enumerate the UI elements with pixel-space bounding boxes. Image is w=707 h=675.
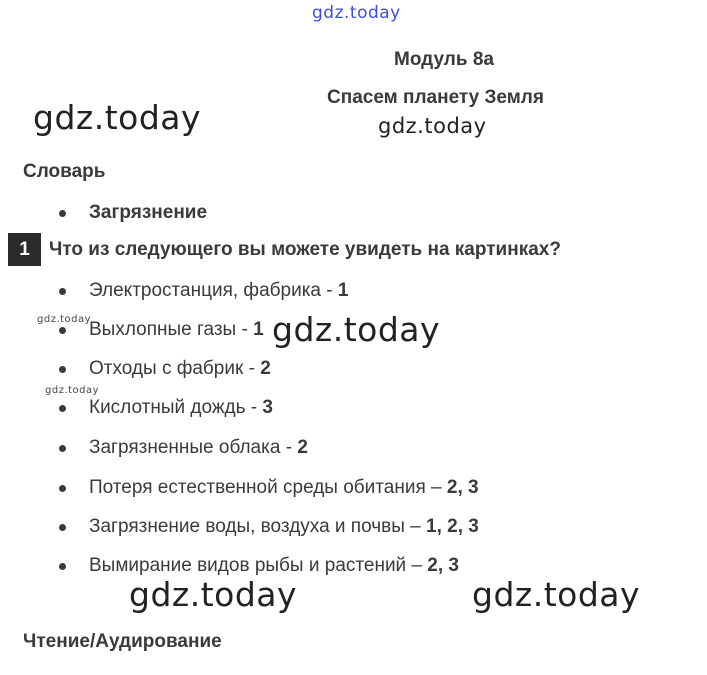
item-answer: 3 bbox=[262, 397, 273, 418]
list-item bbox=[89, 437, 308, 459]
list-item bbox=[89, 555, 459, 577]
module-title: Модуль 8а bbox=[394, 49, 494, 70]
bullet-icon bbox=[59, 445, 66, 452]
watermark: gdz.today bbox=[272, 310, 441, 349]
item-answer: 2 bbox=[260, 358, 271, 379]
item-text: Электростанция, фабрика - bbox=[89, 280, 338, 301]
reading-heading: Чтение/Аудирование bbox=[23, 631, 222, 652]
item-answer: 1 bbox=[337, 280, 349, 301]
watermark-small: gdz.today bbox=[37, 314, 92, 325]
list-item bbox=[89, 477, 479, 499]
item-text: Загрязненные облака - bbox=[89, 437, 298, 458]
item-answer: 2, 3 bbox=[446, 477, 479, 498]
bullet-icon bbox=[59, 563, 66, 570]
list-item bbox=[89, 397, 273, 419]
page-title: Спасем планету Земля bbox=[327, 87, 544, 108]
bullet-icon bbox=[59, 288, 66, 295]
item-text: Загрязнение воды, воздуха и почвы – bbox=[89, 516, 427, 537]
vocabulary-heading: Словарь bbox=[23, 161, 106, 182]
bullet-icon bbox=[59, 524, 66, 531]
list-item bbox=[89, 358, 271, 380]
watermark: gdz.today bbox=[33, 98, 202, 137]
item-text: Вымирание видов рыбы и растений – bbox=[89, 555, 428, 576]
bullet-icon bbox=[59, 405, 66, 412]
task-number: 1 bbox=[19, 238, 30, 260]
watermark: gdz.today bbox=[378, 114, 487, 138]
watermark-top: gdz.today bbox=[312, 3, 401, 23]
item-text: Кислотный дождь - bbox=[89, 397, 263, 418]
item-answer: 1 bbox=[253, 319, 264, 340]
bullet-icon bbox=[59, 327, 66, 334]
list-item bbox=[89, 516, 479, 538]
item-text: Выхлопные газы - bbox=[89, 319, 254, 340]
item-answer: 2, 3 bbox=[427, 555, 459, 576]
watermark: gdz.today bbox=[472, 575, 641, 614]
vocabulary-item: Загрязнение bbox=[89, 202, 208, 223]
bullet-icon bbox=[59, 366, 66, 373]
item-answer: 2 bbox=[297, 437, 308, 458]
bullet-icon bbox=[59, 485, 66, 492]
bullet-icon bbox=[59, 210, 66, 217]
item-text: Отходы с фабрик - bbox=[89, 358, 261, 379]
list-item bbox=[89, 319, 264, 341]
list-item bbox=[89, 280, 348, 302]
watermark-small: gdz.today bbox=[45, 385, 100, 396]
item-text: Потеря естественной среды обитания – bbox=[89, 477, 447, 498]
item-answer: 1, 2, 3 bbox=[426, 516, 479, 537]
watermark: gdz.today bbox=[129, 575, 298, 614]
task-number-badge bbox=[8, 233, 41, 266]
task-question: Что из следующего вы можете увидеть на картинках? bbox=[49, 239, 561, 260]
